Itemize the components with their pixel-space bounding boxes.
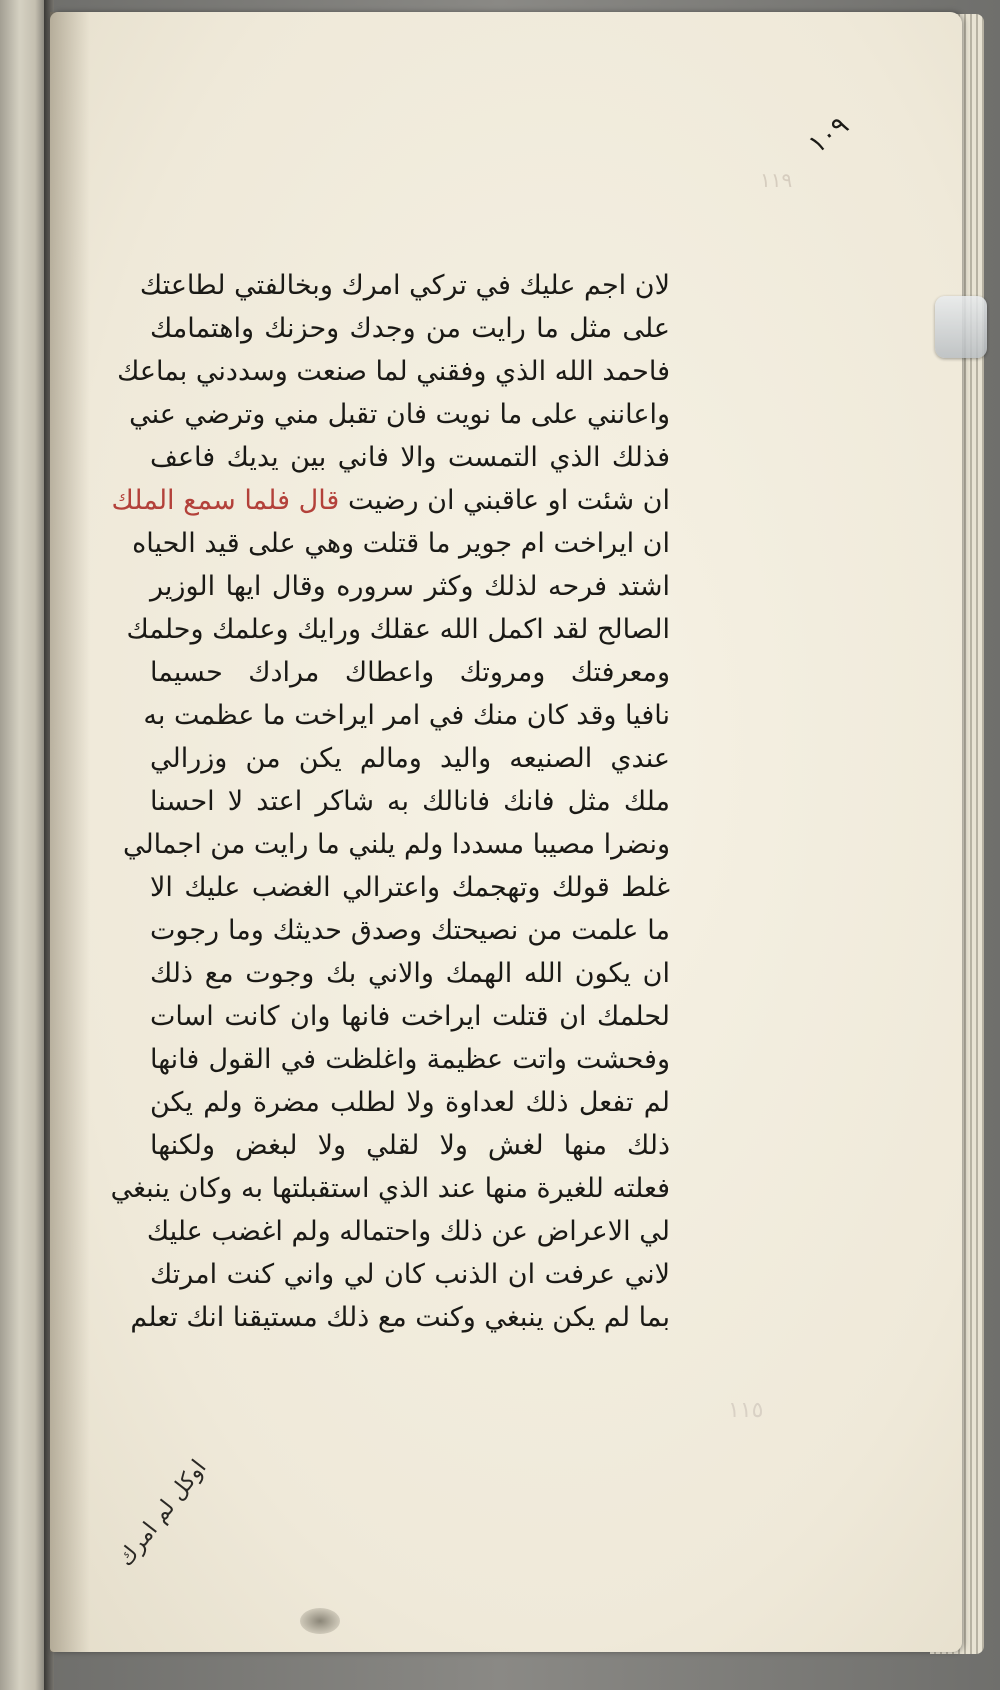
line-text: لم تفعل ذلك لعداوة ولا لطلب مضرة ولم يكن xyxy=(150,1087,670,1118)
line-text: لاني عرفت ان الذنب كان لي واني كنت امرتك xyxy=(150,1259,670,1290)
line-text: ومعرفتك ومروتك واعطاك مرادك حسيما xyxy=(150,657,670,688)
text-line xyxy=(150,1081,670,1124)
text-line xyxy=(132,522,670,565)
text-line xyxy=(150,1253,670,1296)
text-line xyxy=(150,737,670,780)
text-line xyxy=(150,1124,670,1167)
line-text: الصالح لقد اكمل الله عقلك ورايك وعلمك وحلمك xyxy=(126,614,670,645)
line-text: ان ايراخت ام جوير ما قتلت وهي على قيد الحياه xyxy=(132,528,670,559)
text-line xyxy=(150,780,670,823)
page-shadow xyxy=(50,12,90,1652)
ink-smudge xyxy=(300,1608,340,1634)
line-text: اشتد فرحه لذلك وكثر سروره وقال ايها الوزير xyxy=(150,571,670,602)
text-line xyxy=(150,909,670,952)
text-line xyxy=(146,1210,670,1253)
line-text: عندي الصنيعه واليد ومالم يكن من وزرالي xyxy=(150,743,670,774)
text-line xyxy=(150,1038,670,1081)
text-line xyxy=(130,1296,670,1339)
line-text: لحلمك ان قتلت ايراخت فانها وان كانت اسات xyxy=(150,1001,670,1032)
bleed-through-number: ١١٩ xyxy=(760,168,793,192)
text-line xyxy=(150,952,670,995)
text-line xyxy=(150,436,670,479)
text-line xyxy=(150,995,670,1038)
bookmark-tab xyxy=(935,296,987,358)
text-line xyxy=(110,1167,670,1210)
text-line xyxy=(143,694,670,737)
text-line xyxy=(117,350,670,393)
margin-note: اوكل لم امرك xyxy=(113,1455,212,1572)
line-text: وفحشت واتت عظيمة واغلظت في القول فانها xyxy=(150,1044,670,1075)
line-text: نافيا وقد كان منك في امر ايراخت ما عظمت به xyxy=(143,700,670,731)
bleed-through-mark: ١١٥ xyxy=(728,1398,764,1423)
line-text: واعانني على ما نويت فان تقبل مني وترضي عني xyxy=(129,399,670,430)
line-text: غلط قولك وتهجمك واعترالي الغضب عليك الا xyxy=(150,872,670,903)
rubric-text: قال فلما سمع الملك xyxy=(111,485,340,516)
left-page-edge xyxy=(0,0,45,1690)
text-line xyxy=(111,479,670,522)
text-line xyxy=(150,307,670,350)
line-text: على مثل ما رايت من وجدك وحزنك واهتمامك xyxy=(150,313,670,344)
line-text: فاحمد الله الذي وفقني لما صنعت وسددني بماعك xyxy=(117,356,670,387)
line-text: لي الاعراض عن ذلك واحتماله ولم اغضب عليك xyxy=(146,1216,670,1247)
text-line xyxy=(122,823,670,866)
text-line xyxy=(129,393,670,436)
line-text: لان اجم عليك في تركي امرك وبخالفتي لطاعتك xyxy=(139,270,670,301)
text-line xyxy=(126,608,670,651)
text-block xyxy=(110,264,670,1464)
line-text: ان شئت او عاقبني ان رضيت xyxy=(347,485,670,516)
line-text: ملك مثل فانك فانالك به شاكر اعتد لا احسنا xyxy=(150,786,670,817)
line-text: بما لم يكن ينبغي وكنت مع ذلك مستيقنا انك تعلم xyxy=(130,1302,670,1333)
line-text: فذلك الذي التمست والا فاني بين يديك فاعف xyxy=(150,442,670,473)
line-text: فعلته للغيرة منها عند الذي استقبلتها به وكان ينبغي xyxy=(110,1173,670,1204)
text-line xyxy=(150,866,670,909)
text-line xyxy=(150,565,670,608)
text-line xyxy=(150,651,670,694)
text-line xyxy=(139,264,670,307)
folio-number: ١٠٩ xyxy=(803,110,855,160)
line-text: ذلك منها لغش ولا لقلي ولا لبغض ولكنها xyxy=(150,1130,670,1161)
line-text: ان يكون الله الهمك والاني بك وجوت مع ذلك xyxy=(150,958,670,989)
line-text: ونضرا مصيبا مسددا ولم يلني ما رايت من اجمالي xyxy=(122,829,670,860)
line-text: ما علمت من نصيحتك وصدق حديثك وما رجوت xyxy=(150,915,670,946)
